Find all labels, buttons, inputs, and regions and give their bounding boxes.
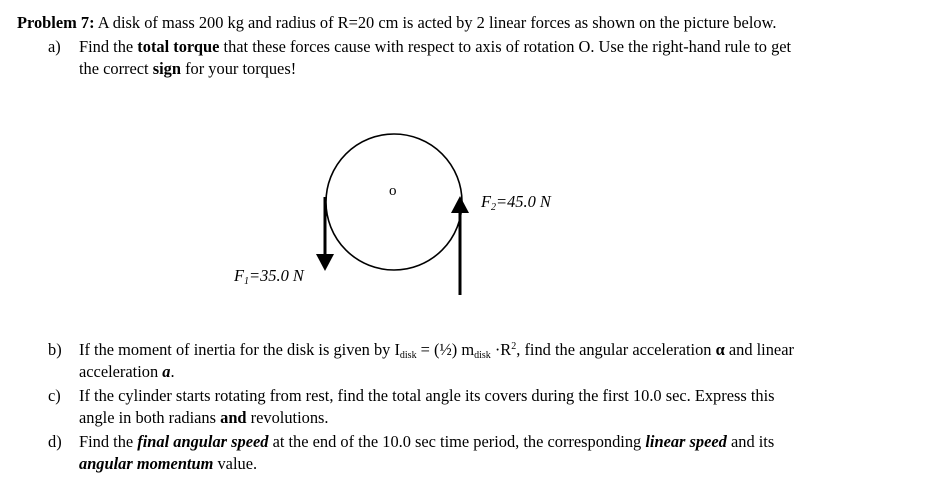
- part-c-letter: c): [48, 386, 61, 405]
- force-f1-value: =35.0 N: [249, 266, 304, 285]
- part-b-letter: b): [48, 340, 62, 359]
- force-f1-subscript: 1: [244, 276, 250, 287]
- part-a-text: Find the: [79, 37, 134, 56]
- part-a-bold-sign: sign: [152, 59, 181, 78]
- part-b-line-2: [79, 362, 175, 382]
- part-a-text: that these forces cause with respect to axis of rotation O. Use the right-hand rule to get: [223, 37, 792, 56]
- part-c-text: If the cylinder starts rotating from rest, find the total angle its covers during the first 10.0 sec. Express this: [79, 386, 775, 405]
- part-d-line-2: [79, 454, 257, 474]
- part-b-text: .: [170, 362, 175, 381]
- part-c-bold-and: and: [220, 408, 247, 427]
- part-b-line-1: [79, 340, 794, 360]
- part-c-text: angle in both radians: [79, 408, 217, 427]
- part-d-text: and its: [730, 432, 775, 451]
- part-a-text: for your torques!: [185, 59, 297, 78]
- part-b-text: = (½) m: [416, 340, 475, 359]
- part-d-letter: d): [48, 432, 62, 451]
- axis-o-label: o: [389, 183, 397, 199]
- part-a-text: the correct: [79, 59, 149, 78]
- force-f2-arrow: [451, 196, 469, 295]
- part-c-line-1: [79, 386, 775, 406]
- force-f1-label: [234, 266, 304, 286]
- part-a-bold-total-torque: total torque: [137, 37, 220, 56]
- part-a-letter: a): [48, 37, 61, 56]
- problem-heading: [17, 13, 776, 33]
- force-f2-subscript: 2: [491, 202, 497, 213]
- force-f2-name: F: [481, 192, 492, 211]
- problem-intro: A disk of mass 200 kg and radius of R=20 cm is acted by 2 linear forces as shown on the picture below.: [97, 13, 777, 32]
- part-d-text: Find the: [79, 432, 134, 451]
- part-b-text: and linear: [728, 340, 794, 359]
- part-c-text: revolutions.: [250, 408, 329, 427]
- part-b-subscript-disk: disk: [399, 350, 417, 361]
- problem-title: Problem 7:: [17, 13, 95, 32]
- part-c-line-2: [79, 408, 329, 428]
- part-b-a-symbol: a: [162, 362, 171, 381]
- part-b-text: If the moment of inertia for the disk is given by I: [79, 340, 400, 359]
- part-b-text: acceleration: [79, 362, 159, 381]
- part-d-final-angular-speed: final angular speed: [137, 432, 269, 451]
- part-d-linear-speed: linear speed: [645, 432, 727, 451]
- force-f2-value: =45.0 N: [496, 192, 551, 211]
- disk-circle: [326, 134, 462, 270]
- part-d-line-1: [79, 432, 774, 452]
- force-f2-label: [481, 192, 551, 212]
- part-b-superscript: 2: [511, 341, 517, 352]
- part-d-text: value.: [217, 454, 258, 473]
- part-d-text: at the end of the 10.0 sec time period, the corresponding: [272, 432, 642, 451]
- part-a-line-2: [79, 59, 296, 79]
- force-f1-name: F: [234, 266, 245, 285]
- part-d-angular-momentum: angular momentum: [79, 454, 214, 473]
- part-b-subscript-disk: disk: [474, 350, 491, 361]
- part-b-text: , find the angular acceleration: [516, 340, 712, 359]
- force-f1-arrow: [316, 197, 334, 271]
- part-a-line-1: [79, 37, 791, 57]
- part-b-text: ·R: [490, 340, 512, 359]
- part-b-alpha-symbol: α: [715, 340, 725, 359]
